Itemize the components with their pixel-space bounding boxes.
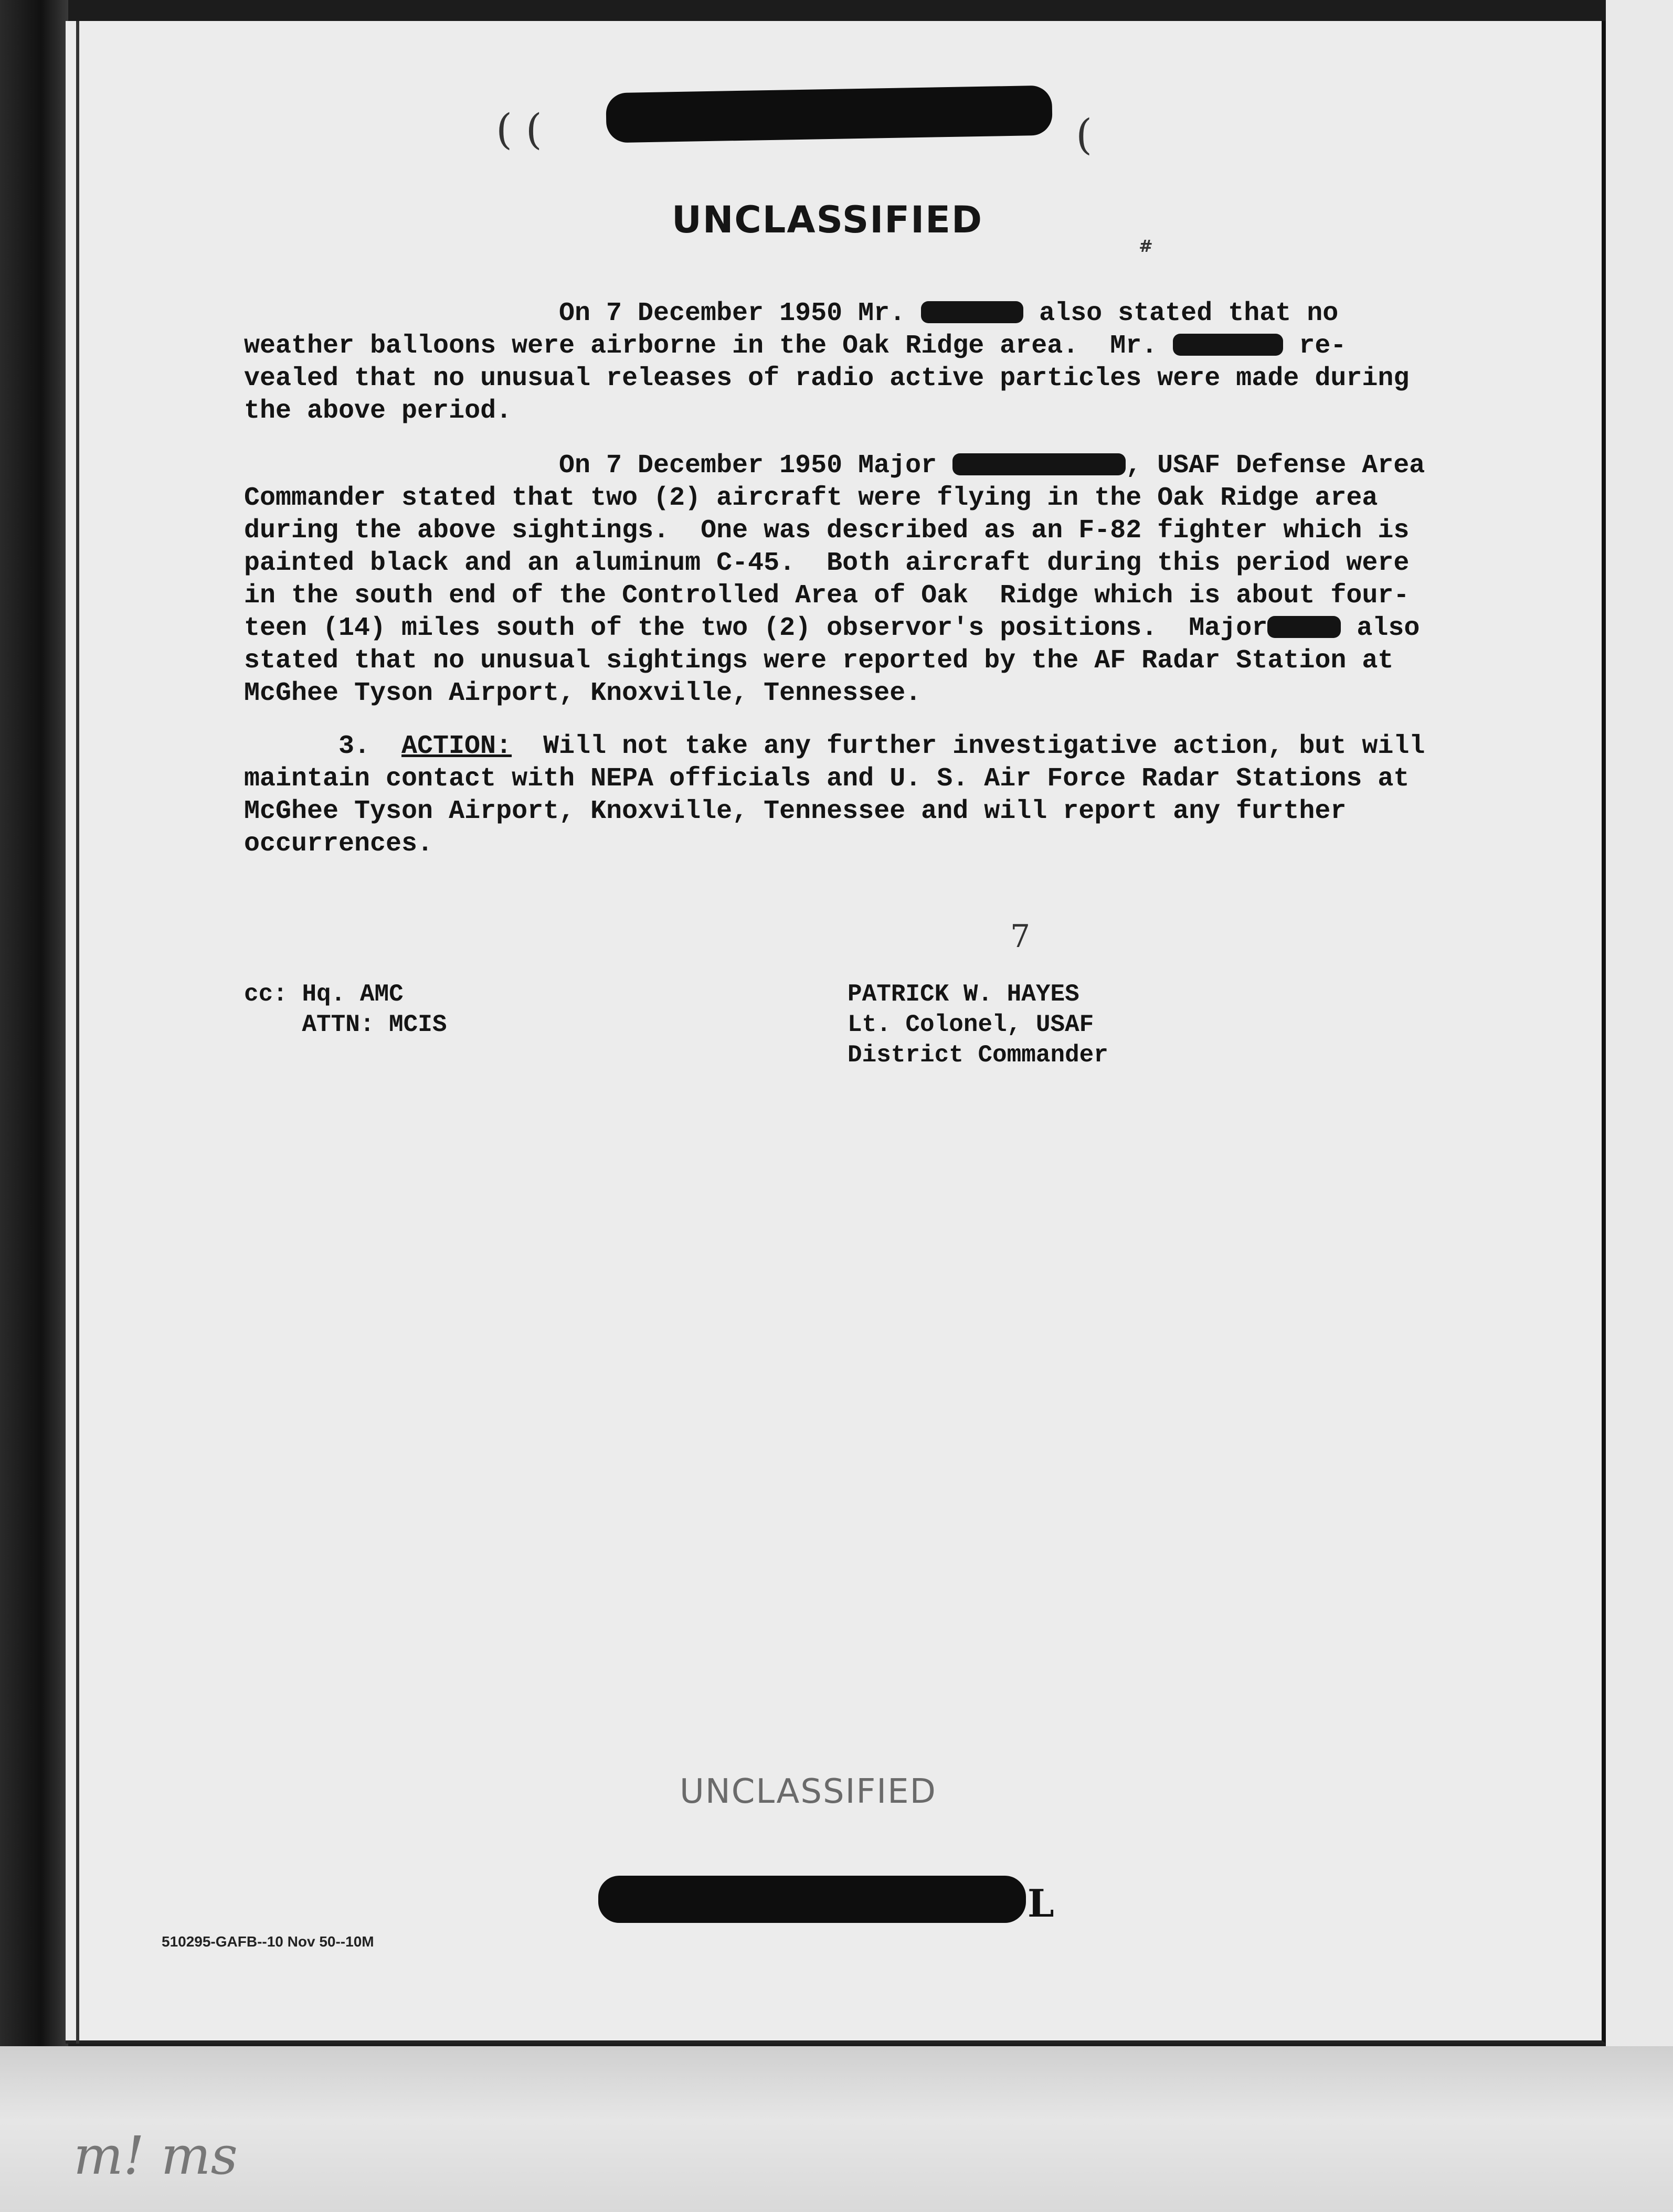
p2-line-1a: On 7 December 1950 Major	[559, 451, 937, 481]
redaction-mr-name-2	[1173, 334, 1283, 356]
p1-line-2a: weather balloons were airborne in the Oak Ridge area. Mr.	[244, 331, 1158, 361]
handwritten-paren-right: (	[1076, 110, 1093, 159]
p2-line-2: Commander stated that two (2) aircraft were flying in the Oak Ridge area	[244, 483, 1378, 513]
p3-line-3: McGhee Tyson Airport, Knoxville, Tennessee and will report any further	[244, 796, 1347, 826]
p1-line-1a: On 7 December 1950 Mr.	[559, 299, 906, 328]
cc-line-2: ATTN: MCIS	[302, 1011, 447, 1038]
bottom-redaction-bar	[598, 1876, 1026, 1923]
p3-line-4: occurrences.	[244, 829, 433, 859]
scan-right-margin	[1606, 0, 1673, 2046]
p2-line-4: painted black and an aluminum C-45. Both aircraft during this period were	[244, 548, 1410, 578]
header-classification-stamp: UNCLASSIFIED	[672, 198, 983, 241]
p2-line-6b: also	[1357, 613, 1420, 643]
form-number: 510295-GAFB--10 Nov 50--10M	[162, 1933, 374, 1950]
signature-rank: Lt. Colonel, USAF	[848, 1011, 1094, 1038]
redaction-major-name-2	[1267, 616, 1341, 638]
footer-classification-stamp: UNCLASSIFIED	[680, 1772, 937, 1811]
scan-bottom-margin	[0, 2046, 1673, 2212]
p1-line-4: the above period.	[244, 396, 512, 426]
signature-title: District Commander	[848, 1041, 1108, 1069]
p3-line-1: Will not take any further investigative action, but will	[543, 731, 1425, 761]
p2-line-8: McGhee Tyson Airport, Knoxville, Tennessee.	[244, 678, 922, 708]
handwritten-bottom-marks: m! ms	[73, 2125, 238, 2186]
bottom-marking-tail: L	[1028, 1881, 1055, 1926]
handwritten-mark-above-signature: 7	[1010, 918, 1031, 955]
p3-number: 3.	[338, 731, 370, 761]
redaction-major-name-1	[952, 453, 1126, 475]
top-redaction-bar	[606, 86, 1053, 143]
paragraph-3	[244, 698, 1446, 860]
paragraph-2	[244, 417, 1446, 710]
p3-action-heading: ACTION:	[401, 731, 512, 761]
p1-line-1b: also stated that no	[1039, 299, 1339, 328]
p2-line-6a: teen (14) miles south of the two (2) observor's positions. Major	[244, 613, 1268, 643]
cc-line-1: Hq. AMC	[302, 981, 404, 1008]
signature-name: PATRICK W. HAYES	[848, 981, 1079, 1008]
handwritten-parens-left: ( (	[496, 105, 542, 154]
p3-line-2: maintain contact with NEPA officials and U. S. Air Force Radar Stations at	[244, 764, 1410, 794]
signature-block	[848, 949, 1108, 1070]
p2-line-1b: , USAF Defense Area	[1126, 451, 1425, 481]
p2-line-7: stated that no unusual sightings were reported by the AF Radar Station at	[244, 646, 1394, 676]
page-edge-line	[76, 21, 79, 2044]
p2-line-3: during the above sightings. One was described as an F-82 fighter which is	[244, 516, 1410, 546]
redaction-mr-name-1	[921, 301, 1023, 323]
paragraph-1	[244, 265, 1446, 428]
cc-label: cc:	[244, 981, 288, 1008]
scan-left-border	[0, 0, 68, 2212]
p1-line-2b: re-	[1299, 331, 1347, 361]
cc-block	[244, 949, 447, 1040]
handwritten-hash-mark: #	[1139, 236, 1153, 256]
p1-line-3: vealed that no unusual releases of radio active particles were made during	[244, 364, 1410, 394]
p2-line-5: in the south end of the Controlled Area of Oak Ridge which is about four-	[244, 581, 1410, 611]
